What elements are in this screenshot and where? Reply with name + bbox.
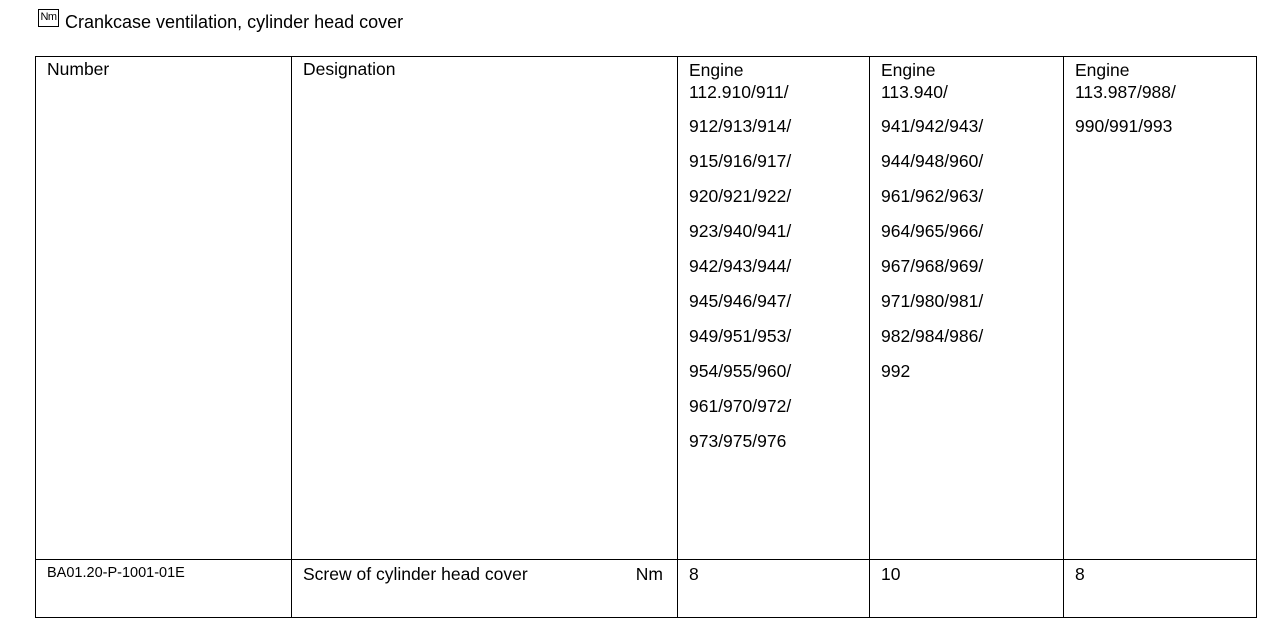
title-text: Crankcase ventilation, cylinder head cover — [65, 11, 404, 32]
engine-1-line: 961/970/972/ — [689, 396, 792, 416]
row-designation: Screw of cylinder head cover — [303, 564, 528, 584]
row-number: BA01.20-P-1001-01E — [36, 560, 292, 618]
engine-2-line: 971/980/981/ — [881, 291, 984, 311]
engine-1-line: 923/940/941/ — [689, 221, 792, 241]
table-row — [36, 560, 1257, 618]
row-engine-3-value: 8 — [1064, 560, 1257, 618]
engine-2-line: 941/942/943/ — [881, 116, 984, 136]
engine-2-line: 113.940/ — [881, 82, 948, 102]
torque-spec-table — [35, 56, 1257, 618]
page-title — [38, 9, 403, 33]
engine-2-line: 992 — [881, 361, 911, 381]
engine-1-line: 973/975/976 — [689, 431, 787, 451]
header-engine-3 — [1064, 57, 1257, 560]
engine-2-line: 982/984/986/ — [881, 326, 984, 346]
header-number: Number — [36, 57, 292, 560]
row-engine-2-value: 10 — [870, 560, 1064, 618]
engine-1-line: 915/916/917/ — [689, 151, 792, 171]
row-engine-1-value: 8 — [678, 560, 870, 618]
engine-2-label: Engine — [881, 60, 936, 80]
table-header-row — [36, 57, 1257, 560]
engine-1-line: 945/946/947/ — [689, 291, 792, 311]
engine-2-line: 964/965/966/ — [881, 221, 984, 241]
engine-1-line: 954/955/960/ — [689, 361, 792, 381]
row-designation-cell — [292, 560, 678, 618]
header-engine-1 — [678, 57, 870, 560]
engine-2-line: 961/962/963/ — [881, 186, 984, 206]
engine-2-line: 967/968/969/ — [881, 256, 984, 276]
nm-torque-icon: Nm — [38, 9, 59, 27]
engine-1-line: 949/951/953/ — [689, 326, 792, 346]
engine-1-line: 112.910/911/ — [689, 82, 789, 102]
engine-1-line: 942/943/944/ — [689, 256, 792, 276]
engine-1-line: 912/913/914/ — [689, 116, 792, 136]
engine-3-line: 113.987/988/ — [1075, 82, 1176, 102]
engine-1-label: Engine — [689, 60, 744, 80]
row-unit: Nm — [635, 564, 663, 584]
engine-1-line: 920/921/922/ — [689, 186, 792, 206]
engine-2-line: 944/948/960/ — [881, 151, 984, 171]
header-designation: Designation — [292, 57, 678, 560]
engine-3-line: 990/991/993 — [1075, 116, 1173, 136]
header-engine-2 — [870, 57, 1064, 560]
engine-3-label: Engine — [1075, 60, 1130, 80]
